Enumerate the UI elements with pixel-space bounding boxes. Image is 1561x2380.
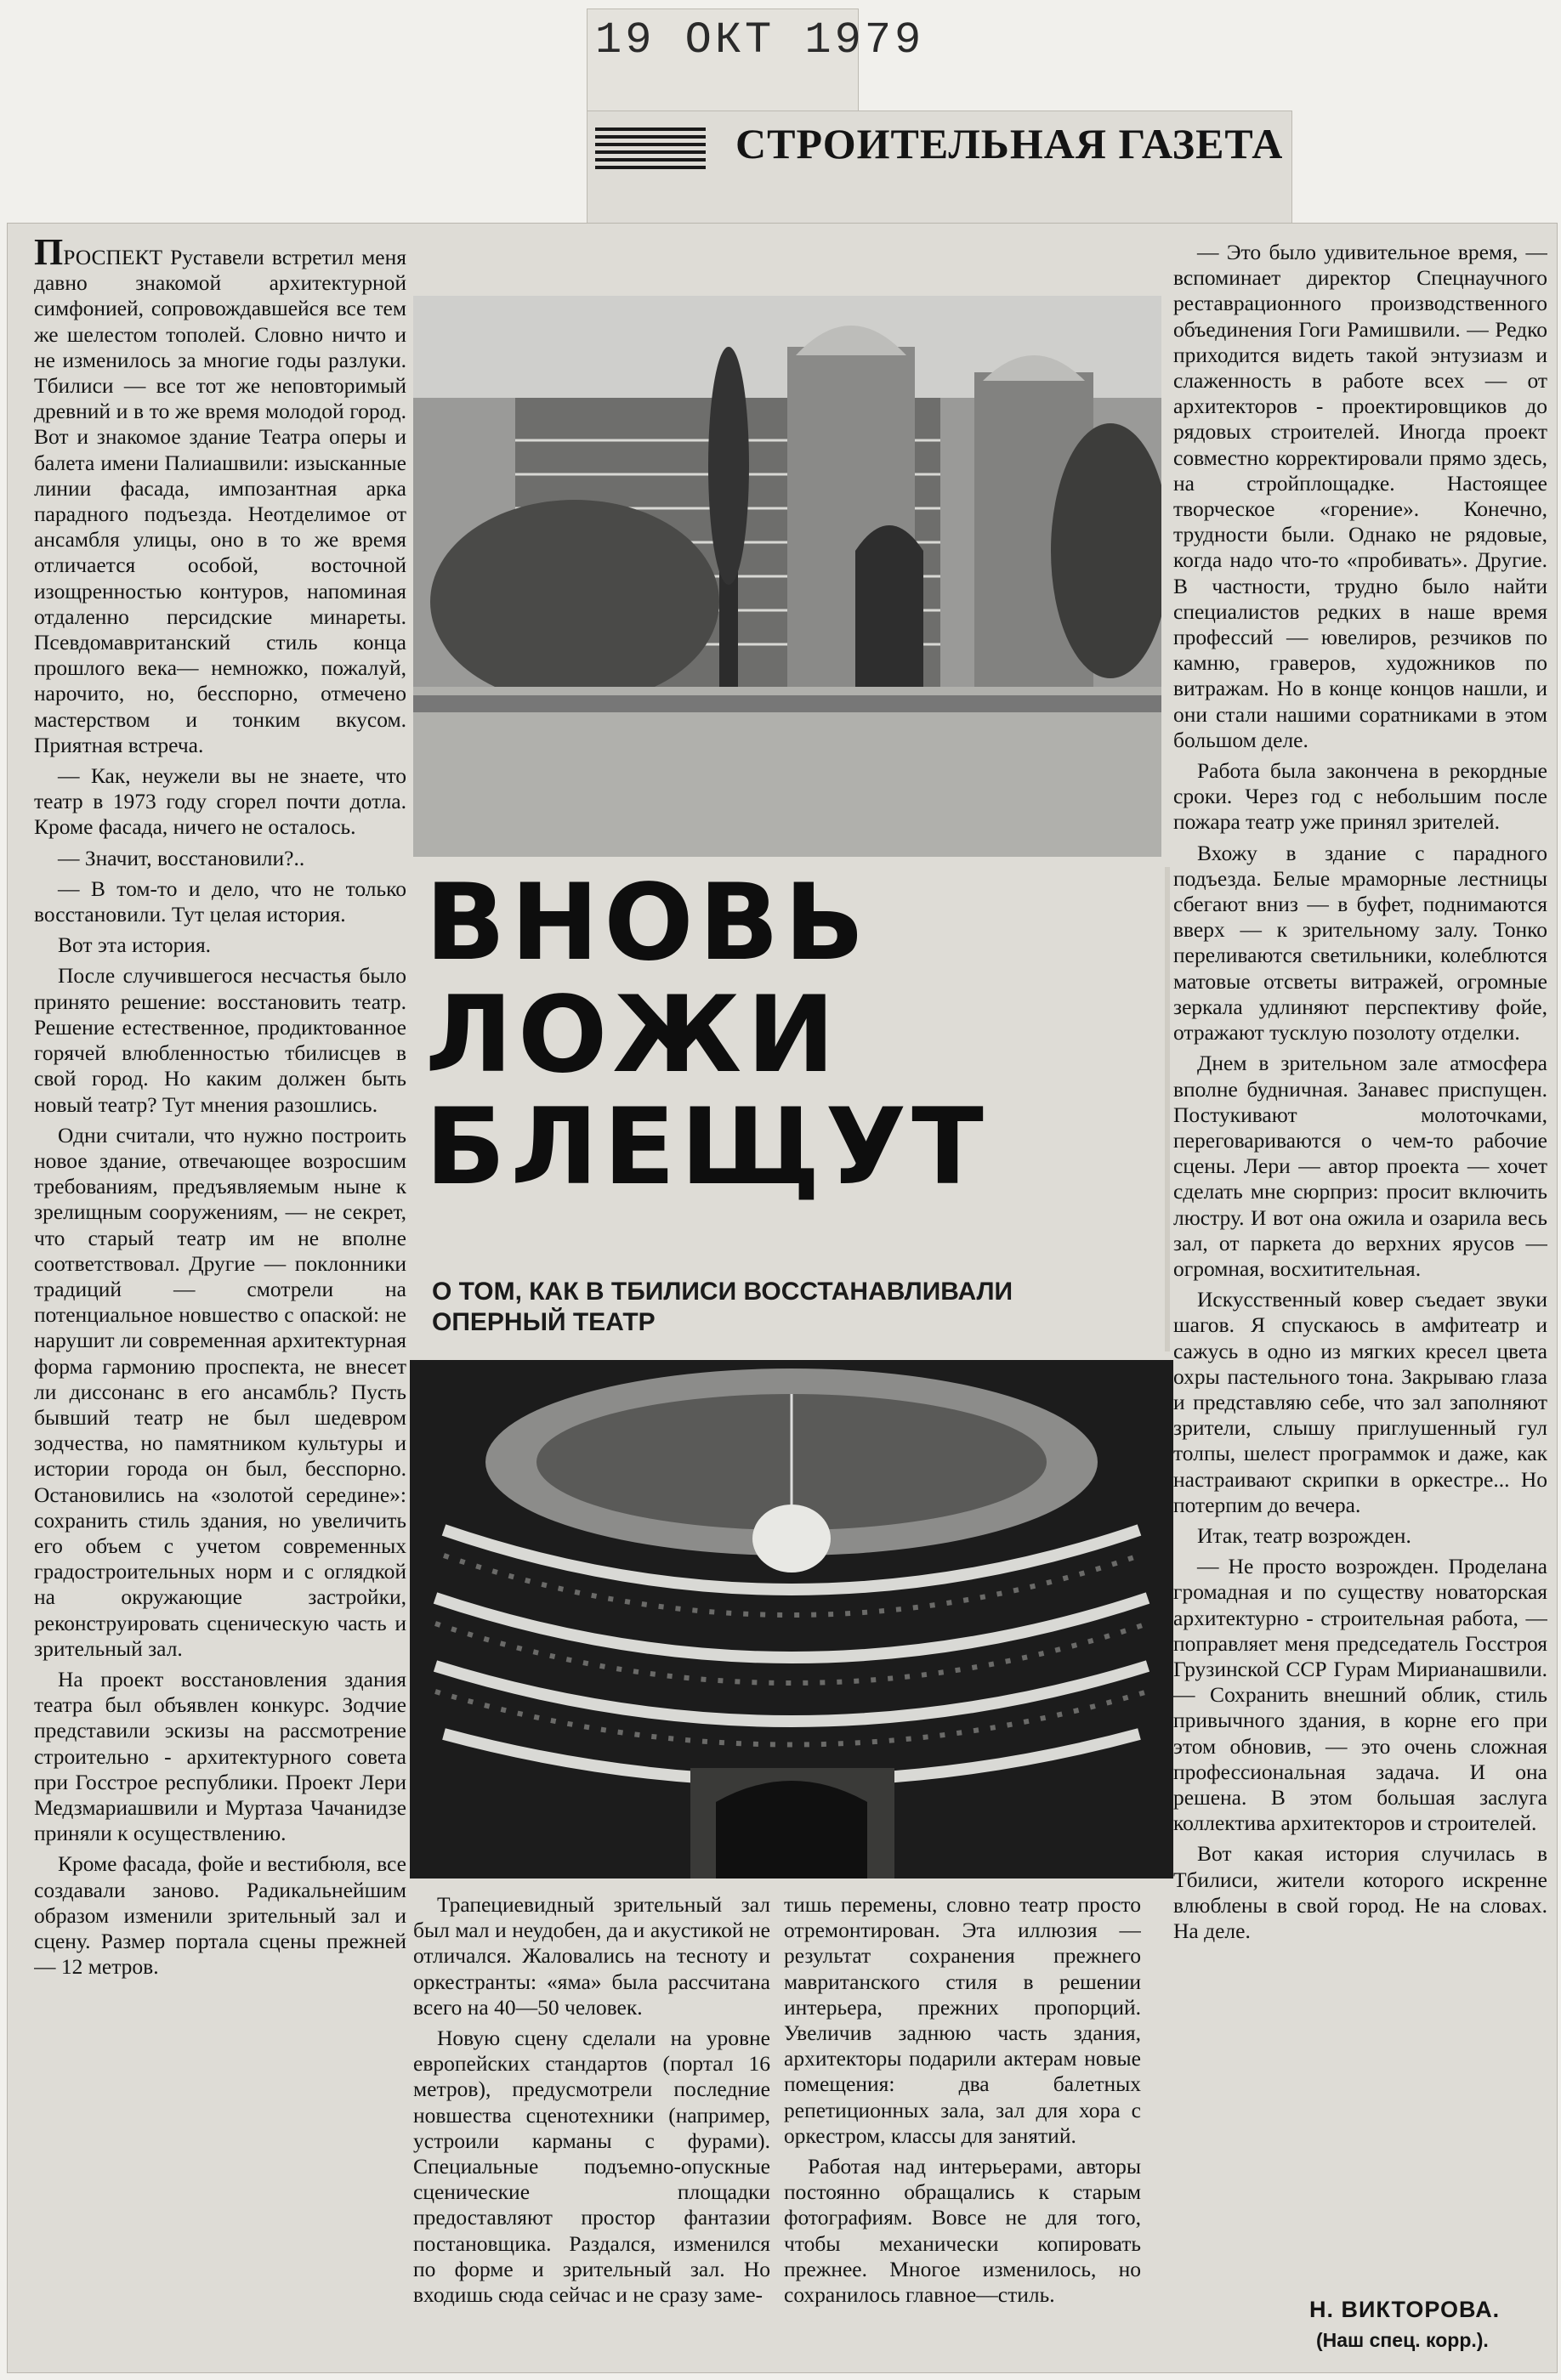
headline <box>425 862 1190 1209</box>
paragraph: Трапециевидный зрительный зал был мал и неудобен, да и акустикой не отличался. Жаловались на тесноту и оркестранты: «яма» была рассчитана всего на 40—50 человек. <box>413 1892 770 2020</box>
masthead-rules <box>595 128 706 170</box>
paragraph: Работая над интерьерами, авторы постоянно обращались к старым фотографиям. Вовсе не для того, чтобы механически копировать прежнее. Многое изменилось, но сохранилось главное—стиль. <box>784 2154 1141 2308</box>
paragraph: Вхожу в здание с парадного подъезда. Белые мраморные лестницы сбегают вниз — в буфет, поднимаются вверх — к зрительному залу. Тонко переливаются светильники, колеблются матовые отсветы витражей, огромные зеркала удлиняют перспективу фойе, отражают тусклую позолоту отделки. <box>1173 840 1547 1046</box>
auditorium-illustration <box>410 1360 1173 1878</box>
article-column-2 <box>413 1892 770 2361</box>
column-rule <box>1165 867 1170 1352</box>
paragraph: Одни считали, что нужно построить новое здание, отвечающее возросшим требованиям, предъявляемым ныне к зрелищным сооружениям, — не секрет, что старый театр им не вполне соответствовал. Другие — поклонники традиций — смотрели на потенциальное новшество с опаской: не нарушит ли современная архитектурная форма гармонию проспекта, не внесет ли диссонанс в его ансамбль? Пусть бывший театр не был шедевром зодчества, но памятником культуры и истории города он был, бесспорно. Остановились на «золотой середине»: сохранить стиль здания, но увеличить его объем с учетом современных градостроительных норм и с оглядкой на окружающие застройки, реконструировать сценическую часть и зрительный зал. <box>34 1122 406 1661</box>
article-column-1 <box>34 240 406 2361</box>
subheadline: О ТОМ, КАК В ТБИЛИСИ ВОССТАНАВЛИВАЛИ ОПЕРНЫЙ ТЕАТР <box>432 1278 1013 1336</box>
newspaper-masthead: СТРОИТЕЛЬНАЯ ГАЗЕТА <box>735 120 1284 167</box>
paragraph: Вот какая история случилась в Тбилиси, жители которого искренне влюблены в свой город. Не на словах. На деле. <box>1173 1841 1547 1943</box>
date-stamp: 19 ОКТ 1979 <box>595 15 925 65</box>
paragraph: Новую сцену сделали на уровне европейских стандартов (портал 16 метров), предусмотрели последние новшества сценотехники (например, устроили карманы с фурами). Специальные подъемно-опускные сценические площадки предоставляют простор фантазии постановщика. Раздался, изменился по форме и зрительный зал. Но входишь сюда сейчас и не сразу заме- <box>413 2026 770 2308</box>
paragraph: Итак, театр возрожден. <box>1197 1522 1411 1548</box>
paragraph: тишь перемены, словно театр просто отремонтирован. Эта иллюзия — результат сохранения прежнего мавританского стиля в решении интерьера, прежних пропорций. Увеличив заднюю часть здания, архитекторы подарили актерам новые помещения: два балетных репетиционных зала, зал для хора с оркестром, классы для занятий. <box>784 1892 1141 2148</box>
auditorium-photo <box>410 1360 1173 1878</box>
paragraph: — Не просто возрожден. Проделана громадная и по существу новаторская архитектурно - строительная работа, — поправляет меня председатель Госстроя Грузинской ССР Гурам Мирианашвили. — Сохранить внешний облик, стиль привычного здания, в корне его при этом обновив, — это очень сложная профессиональная задача. И она решена. В этом большая заслуга коллектива архитекторов и строителей. <box>1173 1554 1547 1836</box>
paragraph: Кроме фасада, фойе и вестибюля, все создавали заново. Радикальнейшим образом изменили зрительный зал и сцену. Размер портала сцены прежней — 12 метров. <box>34 1851 406 1980</box>
theatre-exterior-illustration <box>413 296 1161 857</box>
paragraph: Днем в зрительном зале атмосфера вполне будничная. Занавес приспущен. Постукивают молоточками, переговариваются о чем-то рабочие сцены. Лери — автор проекта — хочет сделать мне сюрприз: просит включить люстру. И вот она ожила и озарила весь зал, от паркета до верхних ярусов — огромная, восхитительная. <box>1173 1051 1547 1281</box>
paragraph: Вот эта история. <box>58 932 212 958</box>
paragraph: — Как, неужели вы не знаете, что театр в 1973 году сгорел почти дотла. Кроме фасада, ничего не осталось. <box>34 763 406 840</box>
headline-line: ВНОВЬ <box>425 862 870 984</box>
paragraph: На проект восстановления здания театра был объявлен конкурс. Зодчие представили эскизы на рассмотрение строительно - архитектурного совета при Госстрое республики. Проект Лери Медзмариашвили и Муртаза Чачанидзе приняли к осуществлению. <box>34 1666 406 1846</box>
theatre-exterior-photo <box>413 296 1161 857</box>
paragraph: — Это было удивительное время, — вспоминает директор Спецнаучного реставрационного производственного объединения Гоги Рамишвили. — Редко приходится видеть такой энтузиазм и слаженность в работе всех — от архитекторов - проектировщиков до рядовых строителей. Иногда проект совместно корректировали прямо здесь, на стройплощадке. Настоящее творческое «горение». Конечно, трудности были. Однако не рядовые, когда надо что-то «пробивать». Другие. В частности, трудно было найти специалистов редких в наше время профессий — ювелиров, резчиков по камню, граверов, художников по витражам. Но в конце концов нашли, и они стали нашими соратниками в этом большом деле. <box>1173 240 1547 752</box>
headline-line: ЛОЖИ <box>425 974 840 1096</box>
lead-paragraph: ПРОСПЕКТ Руставели встретил меня давно знакомой архитектурной симфонией, сопровождавшейся все тем же шелестом тополей. Словно ничто и не изменилось за многие годы разлуки. Тбилиси — все тот же неповторимый древний и в то же время молодой город. Вот и знакомое здание Театра оперы и балета имени Палиашвили: изысканные линии фасада, импозантная арка парадного подъезда. Неотделимое от ансамбля улицы, оно в то же время отличается особой, восточной изощренностью контуров, напоминая отдаленно персидские минареты. Псевдомавританский стиль конца прошлого века— немножко, пожалуй, нарочито, но, бесспорно, отмечено мастерством и тонким вкусом. Приятная встреча. <box>34 240 406 758</box>
drop-cap: П <box>34 240 64 273</box>
paragraph: — В том-то и дело, что не только восстановили. Тут целая история. <box>34 876 406 927</box>
paragraph: Работа была закончена в рекордные сроки. Через год с небольшим после пожара театр уже принял зрителей. <box>1173 758 1547 835</box>
author-role: (Наш спец. корр.). <box>1316 2329 1489 2351</box>
paragraph: — Значит, восстановили?.. <box>58 845 305 870</box>
paragraph: После случившегося несчастья было принято решение: восстановить театр. Решение естественное, продиктованное горячей влюбленностью тбилисцев в свой город. Но каким должен быть новый театр? Тут мнения разошлись. <box>34 963 406 1117</box>
paragraph: Искусственный ковер съедает звуки шагов. Я спускаюсь в амфитеатр и сажусь в одно из мягких кресел цвета охры пастельного тона. Закрываю глаза и представляю себе, что зал заполняют зрители, слышу приглушенный гул толпы, шелест программок и даже, как настраивают скрипки в оркестре... Но потерпим до вечера. <box>1173 1287 1547 1517</box>
headline-line: БЛЕЩУТ <box>425 1086 989 1209</box>
author-signature: Н. ВИКТОРОВА. <box>1309 2297 1501 2322</box>
article-column-3 <box>784 1892 1141 2361</box>
article-column-4 <box>1173 240 1547 2297</box>
